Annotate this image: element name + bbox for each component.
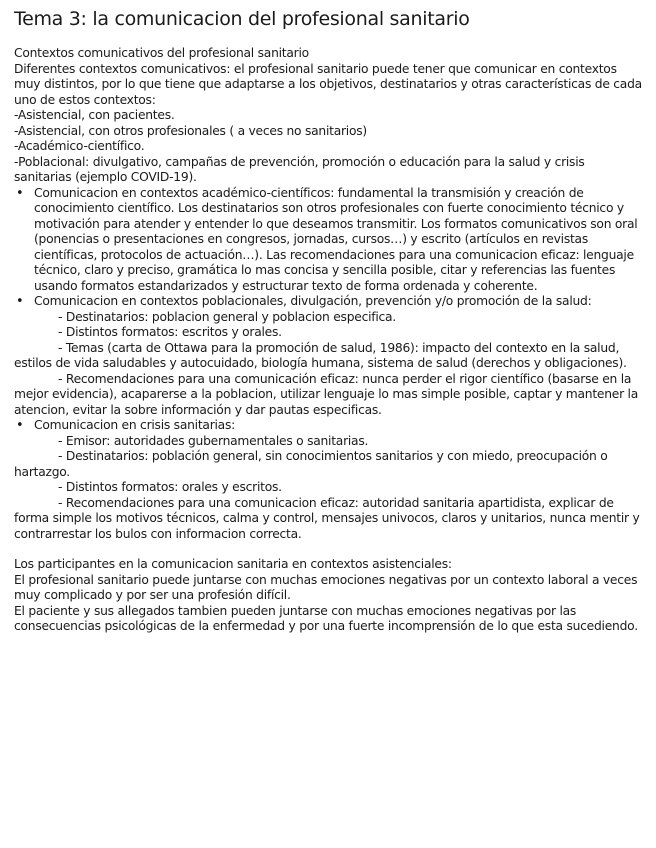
page-title: Tema 3: la comunicacion del profesional sanitario (14, 8, 470, 30)
intro-heading: Contextos comunicativos del profesional sanitario (14, 46, 309, 60)
context-item-asistencial-profesionales: -Asistencial, con otros profesionales ( a veces no sanitarios) (14, 123, 367, 138)
poblacional-temas: - Temas (carta de Ottawa para la promoción de salud, 1986): impacto del contexto en la salud, estilos de vida saludables y autocuidado, biología humana, sistema de salud (derechos y obligaciones). (14, 340, 627, 370)
participants-profesional: El profesional sanitario puede juntarse con muchas emociones negativas por un contexto laboral a veces muy complicado y por ser una profesión difícil. (14, 572, 638, 602)
bullet-list (14, 186, 642, 310)
participants-heading: Los participantes en la comunicacion sanitaria en contextos asistenciales: (14, 557, 452, 571)
crisis-destinatarios: - Destinatarios: población general, sin conocimientos sanitarios y con miedo, preocupación o hartazgo. (14, 449, 608, 479)
bullet-poblacional (14, 294, 642, 310)
context-item-academico: -Académico-científico. (14, 139, 145, 153)
poblacional-recomendaciones: - Recomendaciones para una comunicación eficaz: nunca perder el rigor científico (basarse en la mejor evidencia), acaparerse a la poblacion, utilizar lenguaje lo mas simple posible, captar y mantener la atencion, evitar la sobre información y dar pautas especificas. (14, 371, 638, 417)
section-spacer (14, 542, 642, 557)
context-item-asistencial-pacientes: -Asistencial, con pacientes. (14, 108, 175, 122)
bullet-academico-text: Comunicacion en contextos académico-científicos: fundamental la transmisión y creación de conocimiento científico. Los destinatarios son otros profesionales con fuerte conocimiento técnico y motivación para atender y entender lo que deseamos transmitir. Los formatos comunicativos son oral (ponencias o presentaciones en congresos, jornadas, cursos…) y escrito (artículos en revistas científicas, protocolos de actuación…). Las recomendaciones para una comunicacion eficaz: lenguaje técnico, claro y preciso, gramática lo mas concisa y sencilla posible, citar y referencias las fuentes usando formatos estandarizados y estructurar texto de forma ordenada y coherente. (34, 185, 638, 293)
bullet-crisis-text: Comunicacion en crisis sanitarias: (34, 418, 235, 432)
context-item-poblacional: -Poblacional: divulgativo, campañas de prevención, promoción o educación para la salud y crisis sanitarias (ejemplo COVID-19). (14, 154, 585, 184)
crisis-formatos: - Distintos formatos: orales y escritos. (58, 480, 282, 494)
bullet-list-crisis (14, 418, 642, 434)
poblacional-destinatarios: - Destinatarios: poblacion general y poblacion especifica. (58, 309, 396, 324)
document-body (14, 46, 642, 635)
crisis-emisor: - Emisor: autoridades gubernamentales o sanitarias. (58, 433, 369, 448)
participants-paciente: El paciente y sus allegados tambien pueden juntarse con muchas emociones negativas por las consecuencias psicológicas de la enfermedad y por una fuerte incomprensión de lo que esta sucediendo. (14, 603, 638, 633)
bullet-poblacional-text: Comunicacion en contextos poblacionales, divulgación, prevención y/o promoción de la salud: (34, 294, 592, 308)
poblacional-formatos: - Distintos formatos: escritos y orales. (58, 325, 282, 339)
crisis-recomendaciones: - Recomendaciones para una comunicacion eficaz: autoridad sanitaria apartidista, explicar de forma simple los motivos técnicos, calma y control, mensajes univocos, claros y unitarios, nunca mentir y contrarrestar los bulos con informacion correcta. (14, 495, 640, 541)
bullet-academico-cientifico (14, 186, 642, 295)
bullet-crisis-sanitarias (14, 418, 642, 434)
intro-paragraph: Diferentes contextos comunicativos: el profesional sanitario puede tener que comunicar en contextos muy distintos, por lo que tiene que adaptarse a los objetivos, destinatarios y otras características de cada uno de estos contextos: (14, 61, 642, 107)
